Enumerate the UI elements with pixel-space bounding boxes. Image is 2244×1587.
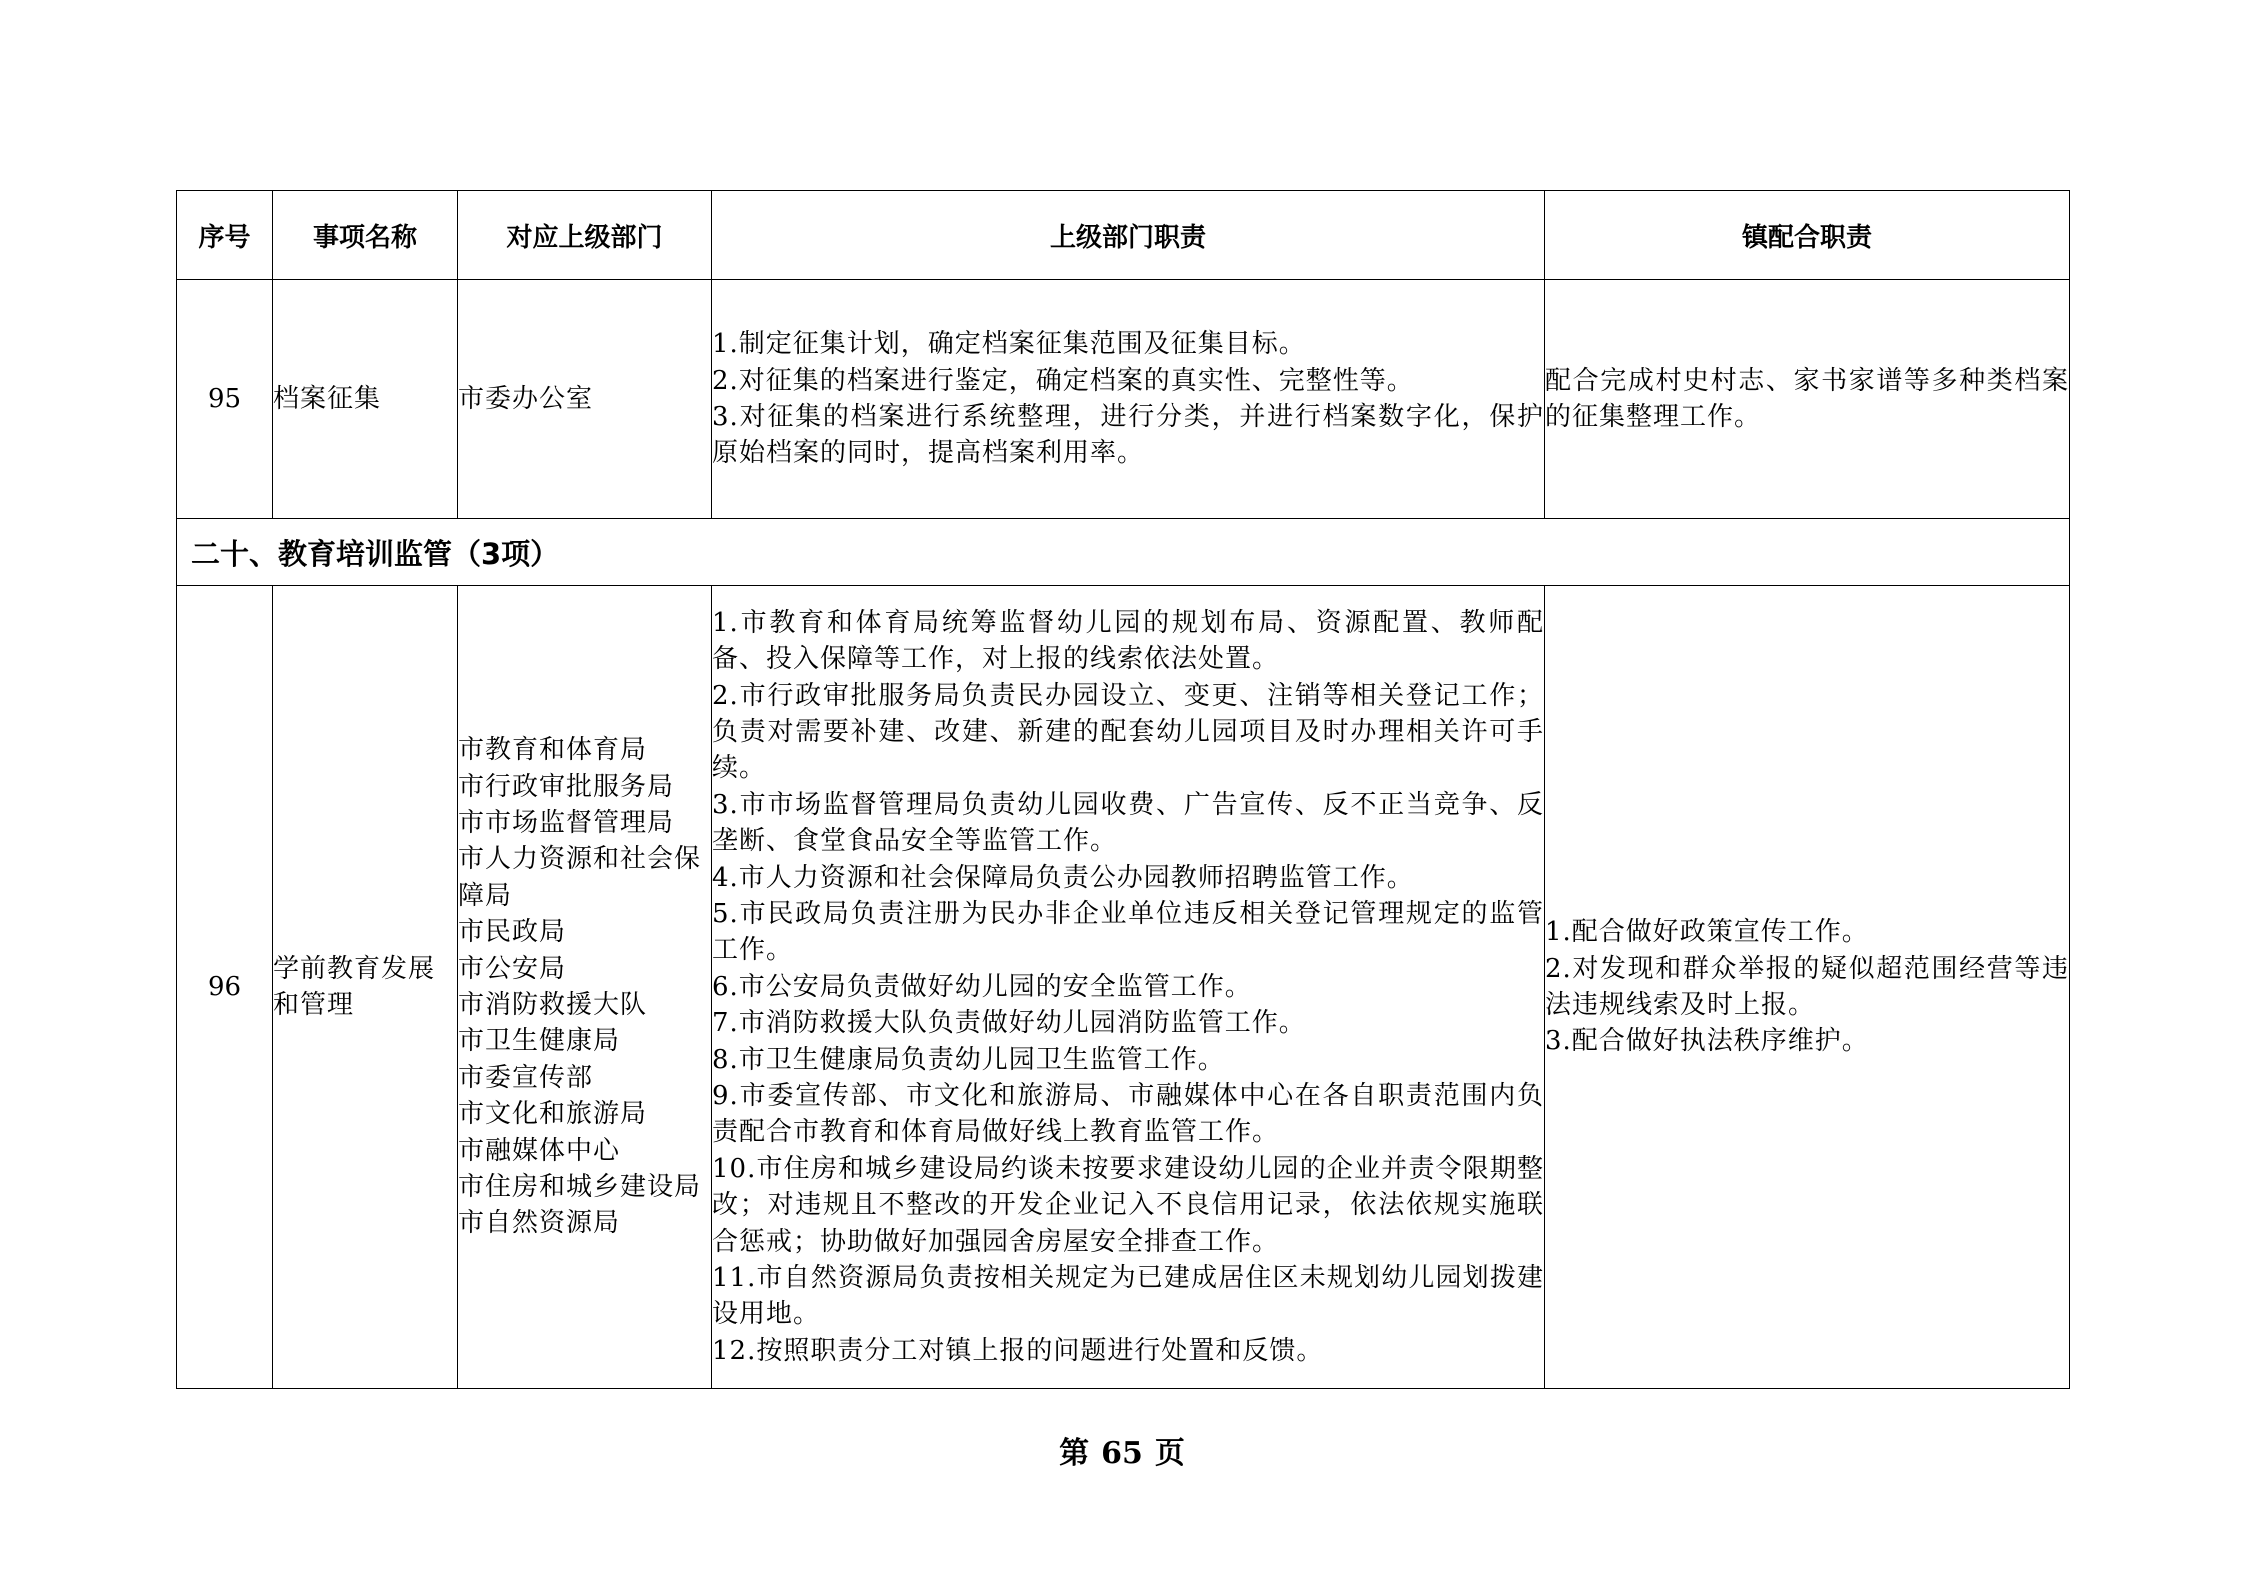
dept-item: 市融媒体中心 <box>458 1135 621 1166</box>
header-seq: 序号 <box>177 191 273 280</box>
dept-item: 市文化和旅游局 <box>458 1099 648 1130</box>
table-header-row <box>177 191 2070 280</box>
responsibility-item: 11.市自然资源局负责按相关规定为已建成居住区未规划幼儿园划拨建设用地。 <box>712 1263 1544 1330</box>
responsibility-item: 12.按照职责分工对镇上报的问题进行处置和反馈。 <box>712 1335 1324 1366</box>
table-row <box>177 586 2070 1389</box>
dept-item: 市消防救援大队 <box>458 990 648 1020</box>
dept-item: 市卫生健康局 <box>458 1026 621 1057</box>
responsibility-table <box>176 190 2070 1389</box>
dept-item: 市市场监督管理局 <box>458 807 675 838</box>
row-number: 96 <box>177 586 273 1389</box>
page-suffix: 页 <box>1154 1436 1185 1471</box>
dept-item: 市人力资源和社会保障局 <box>458 844 702 911</box>
dept-item: 市住房和城乡建设局 <box>458 1172 702 1203</box>
item-name: 学前教育发展和管理 <box>273 586 458 1389</box>
header-superior-responsibility: 上级部门职责 <box>712 191 1545 280</box>
town-responsibility-item: 3.配合做好执法秩序维护。 <box>1545 1026 1869 1057</box>
superior-dept-list <box>458 586 712 1389</box>
town-responsibility <box>1545 586 2070 1389</box>
responsibility-item: 3.对征集的档案进行系统整理，进行分类，并进行档案数字化，保护原始档案的同时，提高档案利用率。 <box>712 402 1544 469</box>
page-prefix: 第 <box>1059 1436 1090 1471</box>
town-responsibility-item: 2.对发现和群众举报的疑似超范围经营等违法违规线索及时上报。 <box>1545 953 2069 1020</box>
town-responsibility-item: 1.配合做好政策宣传工作。 <box>1545 917 1869 948</box>
table-row <box>177 280 2070 519</box>
section-title: 二十、教育培训监管（3项） <box>177 519 2070 586</box>
responsibility-item: 6.市公安局负责做好幼儿园的安全监管工作。 <box>712 971 1252 1002</box>
superior-responsibility <box>712 280 1545 519</box>
page-number <box>0 1428 2244 1472</box>
section-row <box>177 519 2070 586</box>
responsibility-item: 1.市教育和体育局统筹监督幼儿园的规划布局、资源配置、教师配备、投入保障等工作，对上报的线索依法处置。 <box>712 607 1544 675</box>
responsibility-item: 10.市住房和城乡建设局约谈未按要求建设幼儿园的企业并责令限期整改；对违规且不整改的开发企业记入不良信用记录，依法依规实施联合惩戒；协助做好加强园舍房屋安全排查工作。 <box>712 1153 1544 1257</box>
header-town-responsibility: 镇配合职责 <box>1545 191 2070 280</box>
responsibility-item: 2.市行政审批服务局负责民办园设立、变更、注销等相关登记工作；负责对需要补建、改建、新建的配套幼儿园项目及时办理相关许可手续。 <box>712 680 1544 784</box>
dept-item: 市民政局 <box>458 917 567 948</box>
dept-item: 市自然资源局 <box>458 1208 621 1239</box>
responsibility-item: 5.市民政局负责注册为民办非企业单位违反相关登记管理规定的监管工作。 <box>712 898 1544 966</box>
responsibility-item: 7.市消防救援大队负责做好幼儿园消防监管工作。 <box>712 1008 1306 1039</box>
dept-item: 市公安局 <box>458 953 567 984</box>
header-superior-dept: 对应上级部门 <box>458 191 712 280</box>
header-item-name: 事项名称 <box>273 191 458 280</box>
superior-dept: 市委办公室 <box>458 280 712 519</box>
responsibility-item: 8.市卫生健康局负责幼儿园卫生监管工作。 <box>712 1044 1225 1075</box>
responsibility-item: 4.市人力资源和社会保障局负责公办园教师招聘监管工作。 <box>712 862 1414 893</box>
dept-item: 市行政审批服务局 <box>458 771 675 802</box>
superior-responsibility <box>712 586 1545 1389</box>
item-name: 档案征集 <box>273 280 458 519</box>
dept-item: 市委宣传部 <box>458 1062 594 1093</box>
responsibility-item: 1.制定征集计划，确定档案征集范围及征集目标。 <box>712 329 1306 360</box>
row-number: 95 <box>177 280 273 519</box>
town-responsibility <box>1545 280 2070 519</box>
responsibility-item: 2.对征集的档案进行鉴定，确定档案的真实性、完整性等。 <box>712 365 1414 396</box>
page-number-value: 65 <box>1101 1436 1143 1471</box>
responsibility-item: 3.市市场监督管理局负责幼儿园收费、广告宣传、反不正当竞争、反垄断、食堂食品安全等监管工作。 <box>712 789 1544 857</box>
responsibility-item: 9.市委宣传部、市文化和旅游局、市融媒体中心在各自职责范围内负责配合市教育和体育局做好线上教育监管工作。 <box>712 1081 1544 1148</box>
dept-item: 市教育和体育局 <box>458 735 648 766</box>
town-responsibility-text: 配合完成村史村志、家书家谱等多种类档案的征集整理工作。 <box>1545 365 2069 432</box>
